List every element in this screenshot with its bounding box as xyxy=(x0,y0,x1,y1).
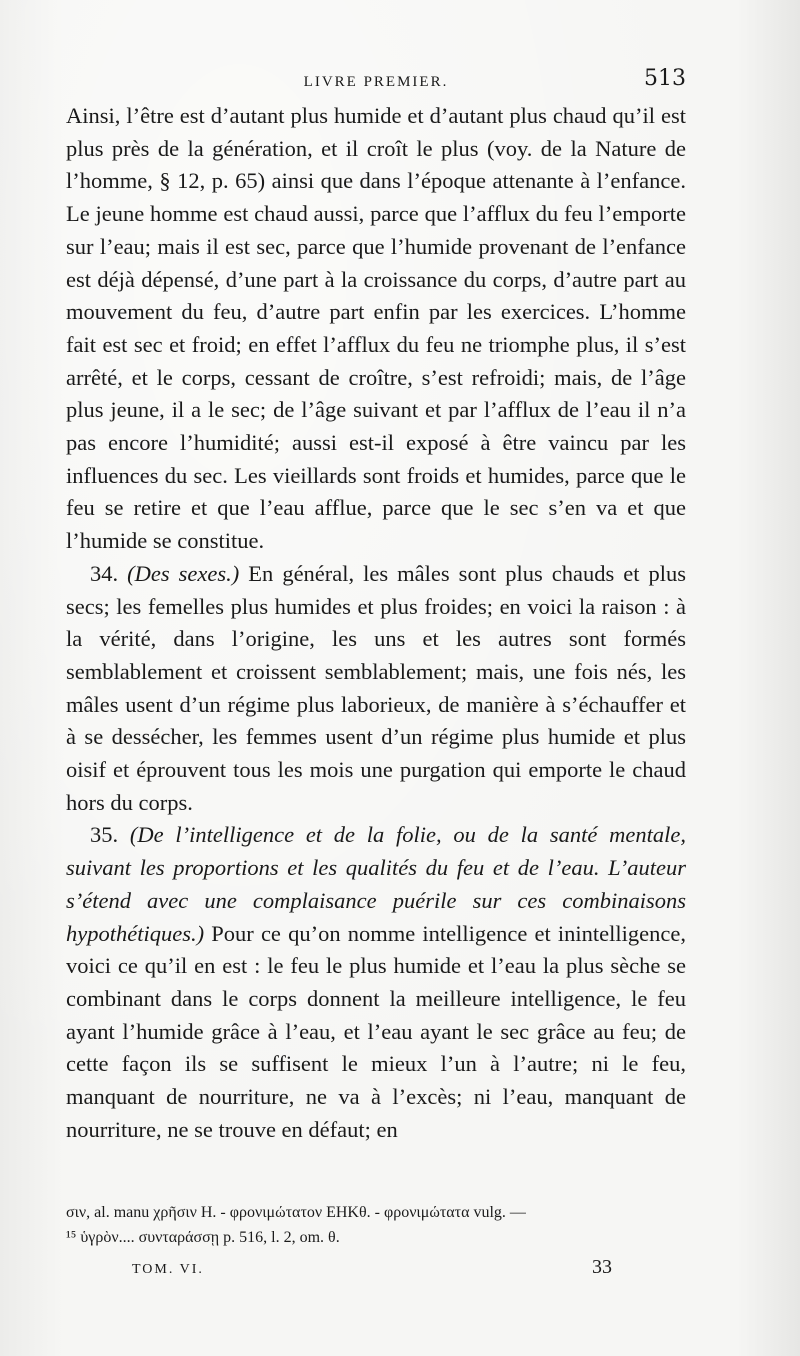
section-title-34: (Des sexes.) xyxy=(127,560,240,586)
signature-number: 33 xyxy=(592,1256,612,1278)
footnote-line-2: ¹⁵ ὑγρὸν.... συνταράσσῃ p. 516, l. 2, om. θ. xyxy=(66,1229,340,1246)
section-text-35: Pour ce qu’on nomme intelligence et inintelligence, voici ce qu’il en est : le feu le plus humide et l’eau la plus sèche se combinant dans le corps donnent la meilleure intelligence, le feu ayant l’humide grâce à l’eau, et l’eau ayant le sec grâce au feu; de cette façon ils se suffisent le mieux l’un à l’autre; ni le feu, manquant de nourriture, ne va à l’excès; ni l’eau, manquant de nourriture, ne se trouve en défaut; en xyxy=(66,920,686,1142)
section-number-35: 35. xyxy=(90,822,119,848)
running-head: LIVRE PREMIER. xyxy=(303,74,449,90)
main-text xyxy=(66,100,686,1147)
paragraph-1: Ainsi, l’être est d’autant plus humide et d’autant plus chaud qu’il est plus près de la génération, et il croît le plus (voy. de la Nature de l’homme, § 12, p. 65) ainsi que dans l’époque attenante à l’enfance. Le jeune homme est chaud aussi, parce que l’afflux du feu l’emporte sur l’eau; mais il est sec, parce que l’humide provenant de l’enfance est déjà dépensé, d’une part à la croissance du corps, d’autre part au mouvement du feu, d’autre part enfin par les exercices. L’homme fait est sec et froid; en effet l’afflux du feu ne triomphe plus, il s’est arrêté, et le corps, cessant de croître, s’est refroidi; mais, de l’âge plus jeune, il a le sec; de l’âge suivant et par l’afflux de l’eau il n’a pas encore l’humidité; aussi est-il exposé à être vaincu par les influences du sec. Les vieillards sont froids et humides, parce que le feu se retire et que l’eau afflue, parce que le sec s’en va et que l’humide se constitue. xyxy=(66,103,686,554)
page-number: 513 xyxy=(644,66,686,91)
paragraph-34 xyxy=(66,558,686,820)
footnote-line-1: σιν, al. manu χρῆσιν H. - φρονιμώτατον EHKθ. - φρονιμώτατα vulg. — xyxy=(66,1204,526,1221)
volume-mark: TOM. VI. xyxy=(132,1262,204,1277)
page-header xyxy=(66,66,686,100)
section-number-34: 34. xyxy=(90,560,119,586)
section-text-34: En général, les mâles sont plus chauds et plus secs; les femelles plus humides et plus froides; en voici la raison : à la vérité, dans l’origine, les uns et les autres sont formés semblablement et croissent semblablement; mais, une fois nés, les mâles usent d’un régime plus laborieux, de manière à s’échauffer et à se dessécher, les femmes usent d’un régime plus humide et plus oisif et éprouvent tous les mois une purgation qui emporte le chaud hors du corps. xyxy=(66,560,687,815)
section-title-35: (De l’intelligence et de la folie, ou de la santé mentale, suivant les proportions et les qualités du feu et de l’eau. L’auteur s’étend avec une complaisance puérile sur ces combinaisons hypothétiques.) xyxy=(66,822,687,946)
footnotes xyxy=(66,1200,686,1250)
paragraph-35 xyxy=(66,819,686,1146)
